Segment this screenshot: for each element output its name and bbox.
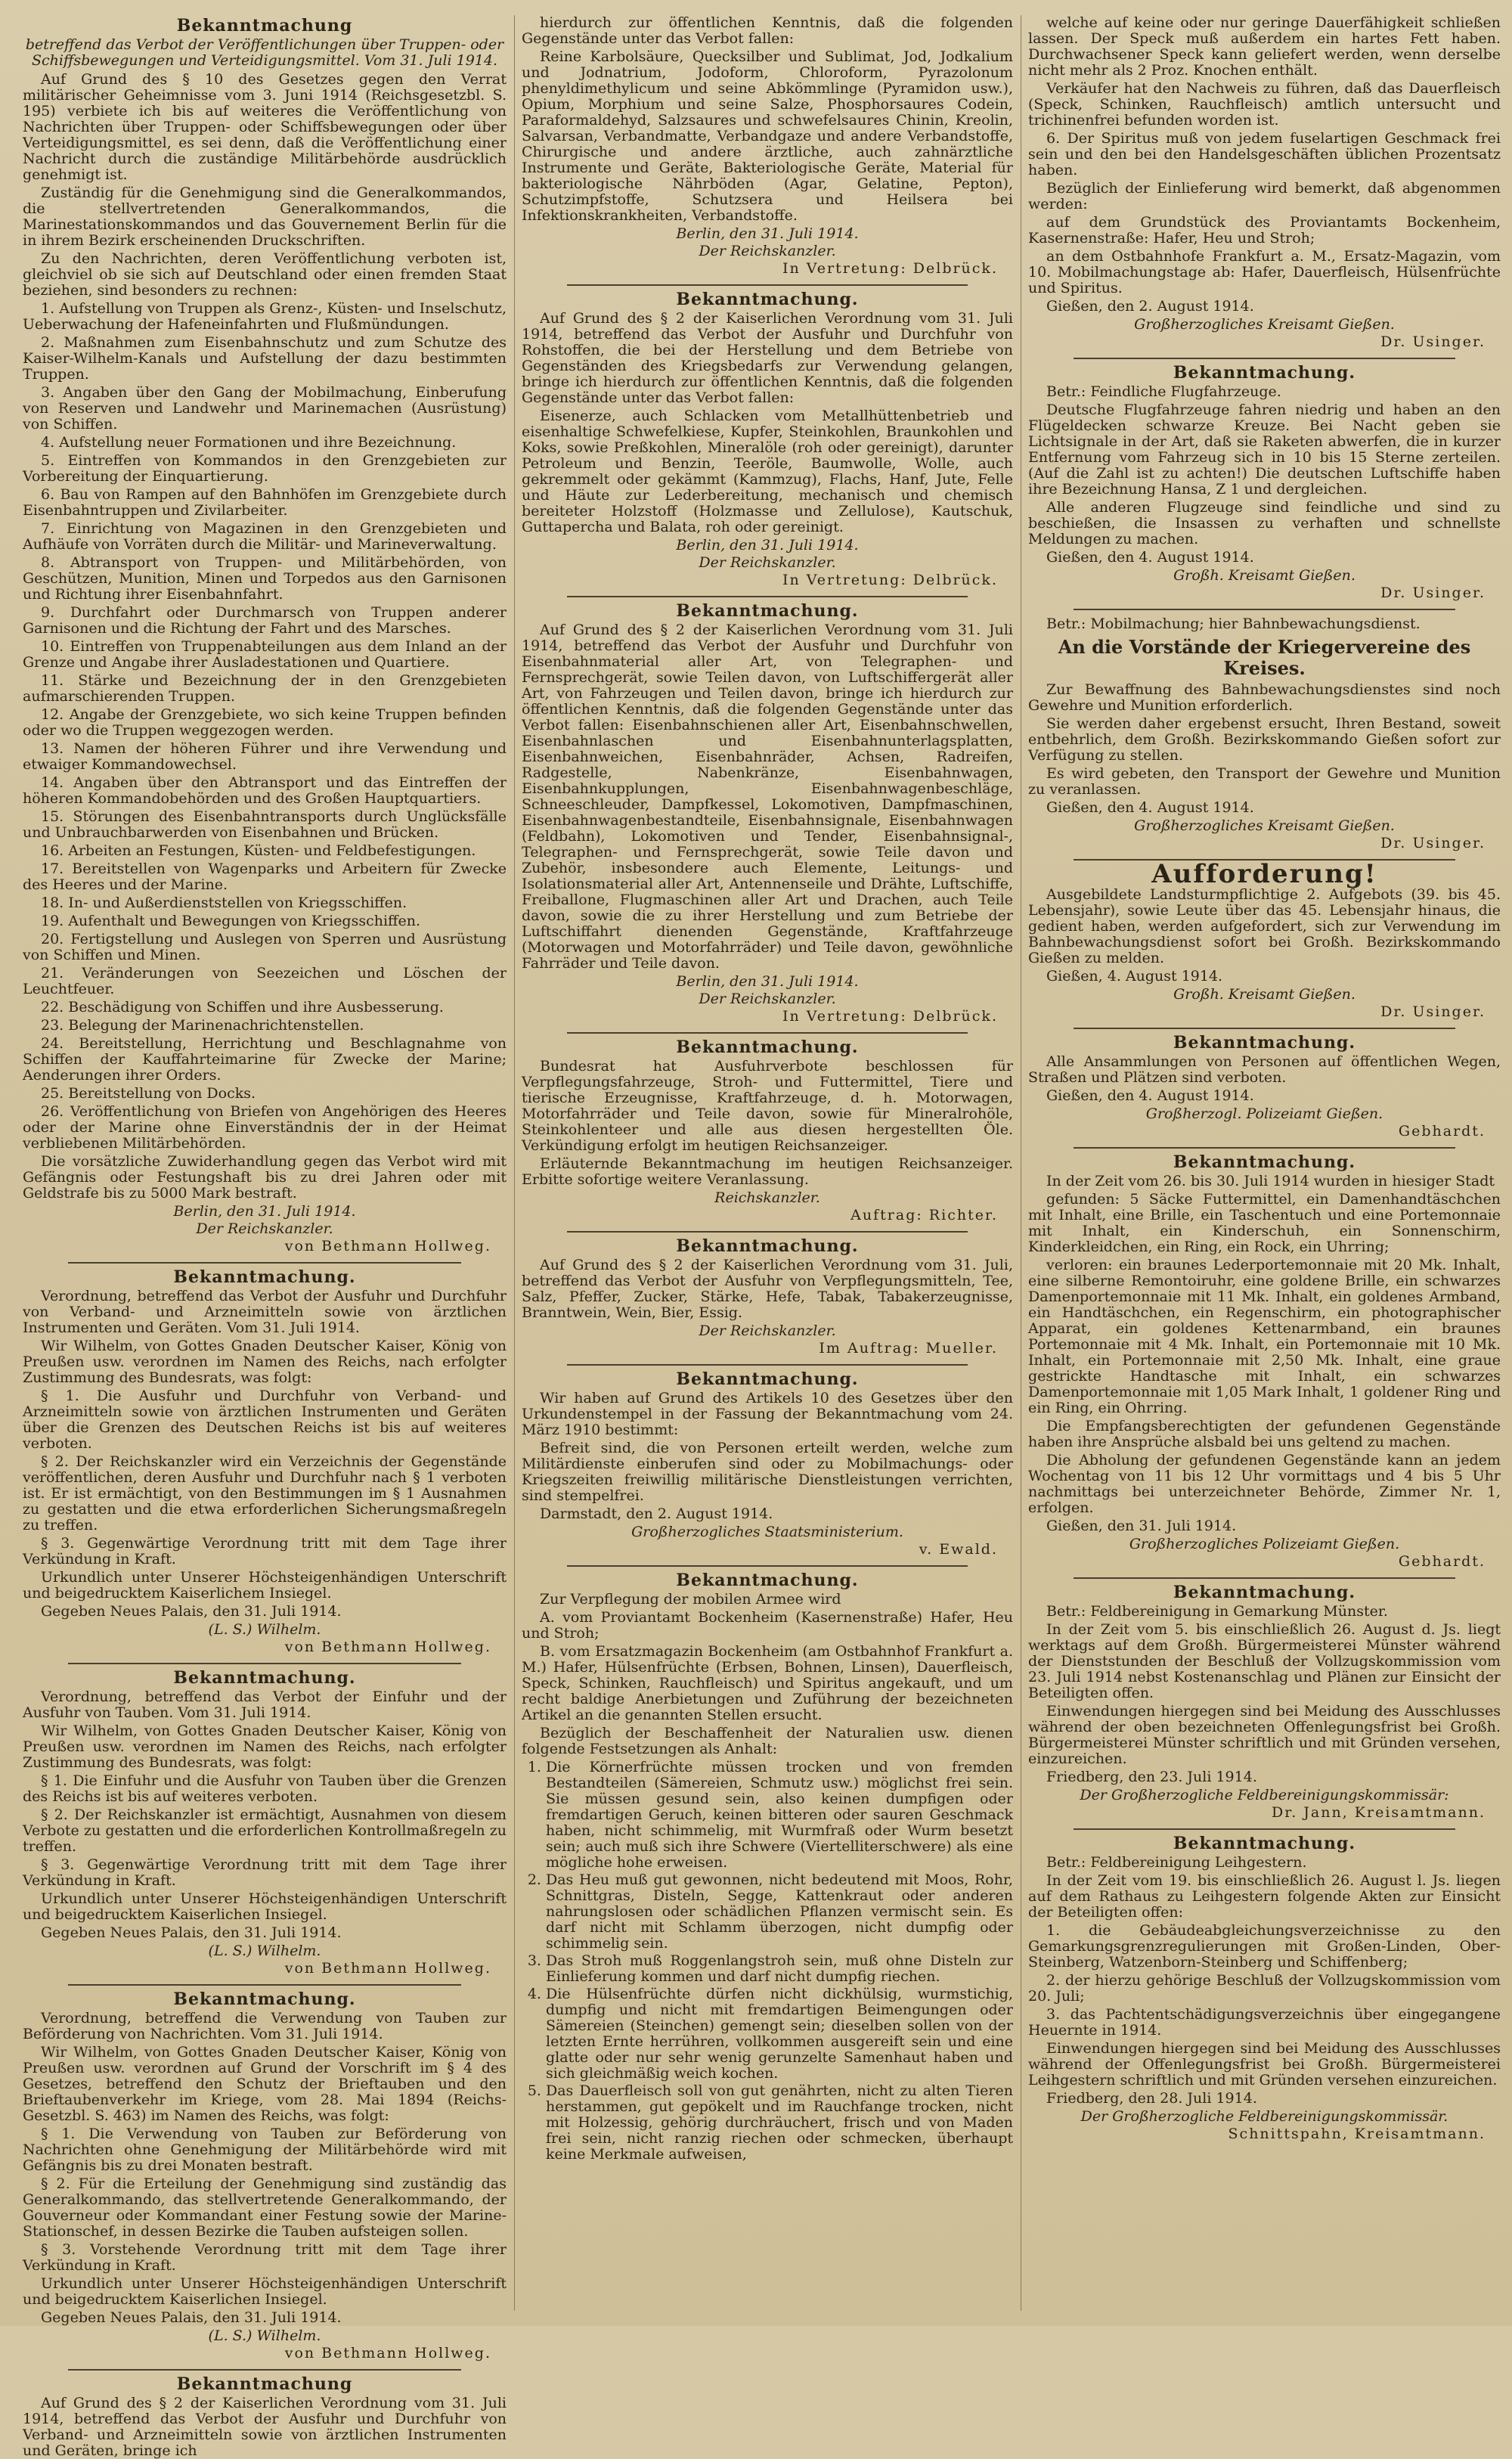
notice-paragraph: Urkundlich unter Unserer Höchsteigenhändigen Unterschrift und beigedrucktem Kaiserlichen Insiegel.: [23, 2275, 507, 2308]
notice-paragraph: Friedberg, den 28. Juli 1914.: [1046, 2090, 1257, 2107]
notice-heading: Bekanntmachung.: [173, 1989, 356, 2009]
notice-paragraph: 4. Aufstellung neuer Formationen und ihre Bezeichnung.: [41, 434, 457, 451]
notice-paragraph: Wir Wilhelm, von Gottes Gnaden Deutscher Kaiser, König von Preußen usw. verordnen im Namen des Reichs, nach erfolgter Zustimmung des Bundesrats, was folgt:: [23, 1338, 507, 1386]
notice-signature: Großherzogl. Polizeiamt Gießen.: [1145, 1105, 1383, 1122]
notice-paragraph: Auf Grund des § 2 der Kaiserlichen Verordnung vom 31. Juli 1914, betreffend das Verbot der Ausfuhr und Durchfuhr von Eisenbahnmaterial aller Art, von Telegraphen- und Fernsprechgerät, sowie Teilen davon, von Luftschiffergerät aller Art, von Fahrzeugen und Teilen davon, bringe ich hierdurch zur öffentlichen Kenntnis, daß die folgenden Gegenstände unter das Verbot fallen: Eisenbahnschienen aller Art, Eisenbahnschwellen, Eisenbahnlaschen und Eisenbahnunterlagsplatten, Eisenbahnweichen, Eisenbahnräder, Achsen, Radreifen, Radgestelle, Nabenkränze, Eisenbahnwagen, Eisenbahnkupplungen, Eisenbahnwagenbeschläge, Schneeschleuder, Dampfkessel, Lokomotiven, Dampfmaschinen, Eisenbahnwagenbestandteile, Eisenbahnsignale, Eisenbahnwagen (Feldbahn), Lokomotiven und Tender, Eisenbahnsignal-, Telegraphen- und Fernsprechgerät, sowie Teile davon und Zubehör, insbesondere auch Elemente, Leitungs- und Isolationsmaterial aller Art, Antennenseile und Drähte, Luftschiffe, Freiballone, Flugmaschinen aller Art und Drachen, auch Teile davon, sowie die zu ihrer Herstellung und zum Betriebe der Luftschiffahrt dienenden Gegenstände, Kraftfahrzeuge (Motorwagen und Motorfahrräder) und Teile davon, gewöhnliche Fahrräder und Teile davon.: [522, 622, 1013, 972]
notice-paragraph: 14. Angaben über den Abtransport und das Eintreffen der höheren Kommandobehörden und des Großen Hauptquartiers.: [23, 774, 507, 807]
notice-paragraph: 20. Fertigstellung und Auslegen von Sperren und Ausrüstung von Schiffen und Minen.: [23, 931, 507, 963]
notice-signature: Großherzogliches Kreisamt Gießen.: [1134, 316, 1395, 333]
notice-heading: Bekanntmachung: [176, 16, 353, 36]
notice-separator: [1074, 358, 1455, 359]
notice-article: [1028, 365, 1501, 601]
notice-paragraph: Wir Wilhelm, von Gottes Gnaden Deutscher Kaiser, König von Preußen usw. verordnen im Namen des Reichs, nach erfolgter Zustimmung des Bundesrats, was folgt:: [23, 1723, 507, 1771]
notice-signature: (L. S.) Wilhelm.: [208, 2327, 321, 2344]
notice-paragraph: 3. Angaben über den Gang der Mobilmachung, Einberufung von Reserven und Landwehr und Marinemachen (Ausrüstung) von Schiffen.: [23, 384, 507, 433]
notice-paragraph: Betr.: Feldbereinigung Leihgestern.: [1046, 1854, 1307, 1871]
notice-paragraph: Einwendungen hiergegen sind bei Meidung des Ausschlusses während der Offenlegungsfrist bei Großh. Bürgermeisterei Leihgestern schriftlich und mit Gründen versehen einzureichen.: [1028, 2040, 1501, 2088]
notice-separator: [1074, 1577, 1455, 1579]
notice-paragraph: Auf Grund des § 10 des Gesetzes gegen den Verrat militärischer Geheimnisse vom 3. Juni 1914 (Reichsgesetzbl. S. 195) verbiete ich bis auf weiteres die Veröffentlichung von Nachrichten über Truppen- oder Schiffsbewegungen oder über Verteidigungsmittel, es sei denn, daß die Veröffentlichung einer Nachricht durch die zuständige Militärbehörde ausdrücklich genehmigt ist.: [23, 71, 507, 183]
notice-signature: Großherzogliches Kreisamt Gießen.: [1134, 817, 1395, 834]
notice-separator: [567, 1565, 968, 1567]
notice-separator: [567, 1231, 968, 1233]
notice-paragraph: Gießen, den 4. August 1914.: [1046, 549, 1254, 566]
notice-signature: Berlin, den 31. Juli 1914.: [676, 537, 859, 554]
notice-paragraph: 10. Eintreffen von Truppenabteilungen aus dem Inland an der Grenze und Angabe ihrer Ausladestationen und Quartiere.: [23, 638, 507, 671]
notice-article: [1028, 1152, 1501, 1570]
notice-paragraph: Die Empfangsberechtigten der gefundenen Gegenstände haben ihre Ansprüche alsbald bei uns geltend zu machen.: [1028, 1418, 1501, 1450]
notice-separator: [1074, 1147, 1455, 1149]
notice-paragraph: Friedberg, den 23. Juli 1914.: [1046, 1769, 1257, 1785]
notice-signature: von Bethmann Hollweg.: [284, 1639, 491, 1655]
notice-signature: Großherzogliches Staatsministerium.: [631, 1524, 903, 1540]
notice-paragraph: 12. Angabe der Grenzgebiete, wo sich keine Truppen befinden oder wo die Truppen weggezogen werden.: [23, 706, 507, 739]
notice-article: [1028, 15, 1501, 350]
notice-signature: Der Reichskanzler.: [699, 1323, 836, 1339]
notice-paragraph: 22. Beschädigung von Schiffen und ihre Ausbesserung.: [41, 999, 444, 1016]
notice-paragraph: Verordnung, betreffend das Verbot der Einfuhr und der Ausfuhr von Tauben. Vom 31. Juli 1914.: [23, 1688, 507, 1721]
notice-signature: Schnittspahn, Kreisamtmann.: [1228, 2126, 1486, 2142]
notice-paragraph: Es wird gebeten, den Transport der Gewehre und Munition zu veranlassen.: [1028, 765, 1501, 798]
notice-paragraph: Reine Karbolsäure, Quecksilber und Sublimat, Jod, Jodkalium und Jodnatrium, Jodoform, Chloroform, Pyrazolonum phenyldimethylicum und seine Abkömmlinge (Pyramidon usw.), Opium, Morphium und seine Salze, Phosphorsaures Codein, Paraformaldehyd, Salzsaures und schwefelsaures Chinin, Kreolin, Salvarsan, Verbandmatte, Verbandgaze und andere Verbandstoffe, Chirurgische und andere ärztliche, auch zahnärztliche Instrumente und Geräte, Bakteriologische Geräte, Material für bakteriologische Nährböden (Agar, Gelatine, Pepton), Schutzimpfstoffe, Schutzsera und Heilsera bei Infektionskrankheiten, Verbandstoffe.: [522, 48, 1013, 224]
notice-paragraph: Sie werden daher ergebenst ersucht, Ihren Bestand, soweit entbehrlich, dem Großh. Bezirkskommando Gießen sofort zur Verfügung zu stellen.: [1028, 715, 1501, 764]
notice-paragraph: 18. In- und Außerdienststellen von Kriegsschiffen.: [41, 895, 407, 911]
notice-paragraph: In der Zeit vom 5. bis einschließlich 26. August d. Js. liegt werktags auf dem Großh. Bürgermeisterei Münster während der Dienststunden der Beschluß der Vollzugskommission vom 23. Juli 1914 nebst Kostenanschlag und Plänen zur Einsicht der Beteiligten offen.: [1028, 1621, 1501, 1701]
notice-signature: Dr. Usinger.: [1380, 585, 1486, 601]
notice-paragraph: Zuständig für die Genehmigung sind die Generalkommandos, die stellvertretenden Generalkommandos, die Marinestationskommandos und das Gouvernement Berlin für die in ihrem Bezirk erscheinenden Druckschriften.: [23, 185, 507, 249]
notice-paragraph: Gießen, den 4. August 1914.: [1046, 1087, 1254, 1104]
notice-separator: [1074, 1828, 1455, 1830]
notice-article: [1028, 1836, 1501, 2142]
notice-signature: von Bethmann Hollweg.: [284, 1960, 491, 1977]
notice-heading: Bekanntmachung.: [676, 290, 859, 309]
notice-subtitle: betreffend das Verbot der Veröffentlichungen über Truppen- oder Schiffsbewegungen und Verteidigungsmittel. Vom 31. Juli 1914.: [25, 36, 504, 69]
notice-list: [522, 1760, 1013, 2163]
notice-paragraph: Deutsche Flugfahrzeuge fahren niedrig und haben an den Flügeldecken schwarze Kreuze. Bei Nacht geben sie Lichtsignale in der Art, daß sie Raketen abwerfen, die in kurzer Entfernung vom Fahrzeug sich in 10 bis 15 Sterne zerteilen. (Auf die Zahl ist zu achten!) Die deutschen Luftschiffe haben ihre Bezeichnung Hansa, Z 1 und dergleichen.: [1028, 402, 1501, 498]
notice-paragraph: welche auf keine oder nur geringe Dauerfähigkeit schließen lassen. Der Speck muß außerdem ein hartes Fett haben. Durchwachsener Speck kann geliefert werden, wenn derselbe nicht mehr als 2 Proz. Knochen enthält.: [1028, 14, 1501, 79]
notice-paragraph: Befreit sind, die von Personen erteilt werden, welche zum Militärdienste einberufen sind oder zu Mobilmachungs- oder Kriegszeiten freiwillig militärische Dienstleistungen verrichten, sind stempelfrei.: [522, 1440, 1013, 1504]
notice-heading: Bekanntmachung.: [173, 1267, 356, 1287]
notice-paragraph: Gießen, den 4. August 1914.: [1046, 799, 1254, 816]
notice-paragraph: 1. die Gebäudeabgleichungsverzeichnisse zu den Gemarkungsgrenzregulierungen mit Großen-Linden, Ober-Steinberg, Watzenborn-Steinberg und Schiffenberg;: [1028, 1922, 1501, 1971]
notice-signature: (L. S.) Wilhelm.: [208, 1621, 321, 1638]
notice-signature: (L. S.) Wilhelm.: [208, 1943, 321, 1959]
notice-separator: [68, 2369, 461, 2371]
notice-paragraph: Bundesrat hat Ausfuhrverbote beschlossen für Verpflegungsfahrzeuge, Stroh- und Futtermittel, Tiere und tierische Erzeugnisse, Kraftfahrzeuge, d. h. Motorwagen, Motorfahrräder und Teile davon, sowie für Mineralrohöle, Steinkohlenteer und alle aus diesen hergestellten Öle. Verkündigung erfolgt im heutigen Reichsanzeiger.: [522, 1058, 1013, 1154]
notice-paragraph: Gegeben Neues Palais, den 31. Juli 1914.: [41, 2309, 342, 2326]
notice-signature: Berlin, den 31. Juli 1914.: [676, 225, 859, 242]
notice-heading: Bekanntmachung.: [1173, 1033, 1356, 1053]
notice-paragraph: 16. Arbeiten an Festungen, Küsten- und Feldbefestigungen.: [41, 842, 476, 859]
notice-paragraph: § 2. Für die Erteilung der Genehmigung sind zuständig das Generalkommando, das stellvertretende Generalkommando, der Gouverneur oder Kommandant einer Festung sowie der Marine-Stationschef, in dessen Bezirke die Tauben aufsteigen sollen.: [23, 2175, 507, 2240]
notice-article: [522, 1573, 1013, 2163]
notice-signature: Gebhardt.: [1398, 1123, 1486, 1140]
notice-paragraph: Die Abholung der gefundenen Gegenstände kann an jedem Wochentag von 11 bis 12 Uhr vormittags und 4 bis 5 Uhr nachmittags bei unterzeichneter Behörde, Zimmer Nr. 1, erfolgen.: [1028, 1452, 1501, 1516]
notice-signature: Der Reichskanzler.: [699, 991, 836, 1007]
notice-paragraph: § 3. Gegenwärtige Verordnung tritt mit dem Tage ihrer Verkündung in Kraft.: [23, 1856, 507, 1889]
notice-paragraph: Zur Bewaffnung des Bahnbewachungsdienstes sind noch Gewehre und Munition erforderlich.: [1028, 681, 1501, 714]
notice-paragraph: Die vorsätzliche Zuwiderhandlung gegen das Verbot wird mit Gefängnis oder Festungshaft bis zu drei Jahren oder mit Geldstrafe bis zu 5000 Mark bestraft.: [23, 1153, 507, 1202]
notice-paragraph: § 3. Vorstehende Verordnung tritt mit dem Tage ihrer Verkündung in Kraft.: [23, 2241, 507, 2274]
notice-signature: In Vertretung: Delbrück.: [782, 1008, 998, 1025]
notice-signature: Der Reichskanzler.: [699, 243, 836, 259]
notice-article: [23, 1267, 507, 1655]
notice-separator: [68, 1663, 461, 1664]
notice-paragraph: 2. der hierzu gehörige Beschluß der Vollzugskommission vom 20. Juli;: [1028, 1972, 1501, 2005]
notice-signature: Großh. Kreisamt Gießen.: [1173, 986, 1356, 1003]
notice-signature: In Vertretung: Delbrück.: [782, 260, 998, 277]
column-middle: [522, 15, 1013, 2311]
notice-signature: Großherzogliches Polizeiamt Gießen.: [1129, 1536, 1400, 1552]
notice-paragraph: 19. Aufenthalt und Bewegungen von Kriegsschiffen.: [41, 913, 421, 929]
notice-article: [522, 1236, 1013, 1357]
notice-signature: v. Ewald.: [919, 1541, 998, 1558]
notice-article: [522, 1369, 1013, 1558]
notice-paragraph: Bezüglich der Einlieferung wird bemerkt, daß abgenommen werden:: [1028, 180, 1501, 212]
notice-paragraph: § 2. Der Reichskanzler ist ermächtigt, Ausnahmen von diesem Verbote zu gestatten und die erforderlichen Kontrollmaßregeln zu treffen.: [23, 1806, 507, 1855]
notice-signature: Der Großherzogliche Feldbereinigungskommissär.: [1080, 2108, 1448, 2125]
notice-paragraph: Gießen, den 2. August 1914.: [1046, 298, 1254, 315]
notice-paragraph: 26. Veröffentlichung von Briefen von Angehörigen des Heeres oder der Marine ohne Einverständnis der in der Heimat verbliebenen Militärbehörden.: [23, 1103, 507, 1152]
notice-paragraph: 1. Aufstellung von Truppen als Grenz-, Küsten- und Inselschutz, Ueberwachung der Hafeneinfahrten und Flußmündungen.: [23, 300, 507, 333]
notice-paragraph: 6. Bau von Rampen auf den Bahnhöfen im Grenzgebiete durch Eisenbahntruppen und Zivilarbeiter.: [23, 486, 507, 519]
notice-paragraph: A. vom Proviantamt Bockenheim (Kasernenstraße) Hafer, Heu und Stroh;: [522, 1609, 1013, 1642]
notice-paragraph: B. vom Ersatzmagazin Bockenheim (am Ostbahnhof Frankfurt a. M.) Hafer, Hülsenfrüchte (Erbsen, Bohnen, Linsen), Dauerfleisch, Speck, Schinken, Rauchfleisch) und Spiritus angekauft, und um recht baldige Anerbietungen und Zuführung der bezeichneten Artikel an die genannten Stellen ersucht.: [522, 1643, 1013, 1723]
notice-paragraph: § 3. Gegenwärtige Verordnung tritt mit dem Tage ihrer Verkündung in Kraft.: [23, 1535, 507, 1567]
notice-signature: von Bethmann Hollweg.: [284, 1238, 491, 1254]
notice-list-item: 4. Die Hülsenfrüchte dürfen nicht dickhülsig, wurmstichig, dumpfig und nicht mit fremdartigen Beimengungen oder Sämereien (Steinchen) gemengt sein; dieselben sollen von der letzten Ernte herrühren, vollkommen ausgereift sein und eine glatte oder nur sehr wenig gerunzelte Samenhaut haben und sich gleichmäßig weich kochen.: [546, 1986, 1013, 2082]
notice-article: [522, 603, 1013, 1025]
notice-paragraph: Betr.: Mobilmachung; hier Bahnbewachungsdienst.: [1046, 616, 1421, 632]
notice-signature: Gebhardt.: [1398, 1553, 1486, 1570]
notice-article: [522, 292, 1013, 588]
column-left: [23, 15, 507, 2459]
notice-paragraph: 2. Maßnahmen zum Eisenbahnschutz und zum Schutze des Kaiser-Wilhelm-Kanals und Aufstellung der dazu bestimmten Truppen.: [23, 334, 507, 383]
notice-separator: [567, 1032, 968, 1034]
notice-separator: [68, 1984, 461, 1986]
notice-heading: Bekanntmachung.: [1173, 1834, 1356, 1853]
notice-paragraph: 8. Abtransport von Truppen- und Militärbehörden, von Geschützen, Munition, Minen und Torpedos aus den Garnisonen und Richtung ihrer Eisenbahnfahrt.: [23, 554, 507, 603]
notice-signature: Berlin, den 31. Juli 1914.: [173, 1203, 356, 1220]
notice-article: [1028, 1035, 1501, 1140]
notice-article: [1028, 1585, 1501, 1821]
notice-paragraph: Ausgebildete Landsturmpflichtige 2. Aufgebots (39. bis 45. Lebensjahr), sowie Leute über das 45. Lebensjahr hinaus, die gedient haben, werden aufgefordert, sich zur Verwendung im Bahnbewachungsdienst sofort bei Großh. Bezirkskommando Gießen zu melden.: [1028, 886, 1501, 966]
notice-paragraph: § 1. Die Verwendung von Tauben zur Beförderung von Nachrichten ohne Genehmigung der Militärbehörde wird mit Gefängnis bis zu drei Monaten bestraft.: [23, 2126, 507, 2174]
notice-separator: [567, 1364, 968, 1366]
notice-paragraph: 23. Belegung der Marinenachrichtenstellen.: [41, 1017, 364, 1034]
notice-article: [23, 18, 507, 1254]
notice-separator: [1074, 1028, 1455, 1029]
notice-separator: [68, 1262, 461, 1264]
notice-paragraph: § 1. Die Ausfuhr und Durchfuhr von Verband- und Arzneimitteln sowie von ärztlichen Instrumenten und Geräten über die Grenzen des Deutschen Reichs ist bis auf weiteres verboten.: [23, 1388, 507, 1452]
notice-paragraph: auf dem Grundstück des Proviantamts Bockenheim, Kasernenstraße: Hafer, Heu und Stroh;: [1028, 214, 1501, 247]
notice-heading: Bekanntmachung.: [1173, 363, 1356, 383]
notice-paragraph: Verkäufer hat den Nachweis zu führen, daß das Dauerfleisch (Speck, Schinken, Rauchfleisch) amtlich untersucht und trichinenfrei befunden worden ist.: [1028, 80, 1501, 129]
notice-paragraph: 9. Durchfahrt oder Durchmarsch von Truppen anderer Garnisonen und die Richtung der Fahrt und des Marsches.: [23, 604, 507, 637]
notice-separator: [1074, 609, 1455, 610]
notice-paragraph: Gießen, den 31. Juli 1914.: [1046, 1518, 1237, 1534]
notice-paragraph: Gegeben Neues Palais, den 31. Juli 1914.: [41, 1603, 342, 1620]
notice-signature: Berlin, den 31. Juli 1914.: [676, 973, 859, 990]
notice-paragraph: § 1. Die Einfuhr und die Ausfuhr von Tauben über die Grenzen des Reichs ist bis auf weiteres verboten.: [23, 1772, 507, 1805]
notice-signature: Dr. Usinger.: [1380, 333, 1486, 350]
notice-article: [23, 1989, 507, 2361]
notice-paragraph: Darmstadt, den 2. August 1914.: [540, 1505, 773, 1522]
column-right: [1028, 15, 1501, 2311]
notice-paragraph: Urkundlich unter Unserer Höchsteigenhändigen Unterschrift und beigedrucktem Kaiserlichen Insiegel.: [23, 1890, 507, 1923]
notice-paragraph: 25. Bereitstellung von Docks.: [41, 1085, 256, 1102]
notice-paragraph: 24. Bereitstellung, Herrichtung und Beschlagnahme von Schiffen der Kauffahrteimarine für Zwecke der Marine; Aenderungen ihrer Orders.: [23, 1035, 507, 1084]
notice-paragraph: In der Zeit vom 26. bis 30. Juli 1914 wurden in hiesiger Stadt: [1046, 1173, 1495, 1189]
notice-paragraph: 11. Stärke und Bezeichnung der in den Grenzgebieten aufmarschierenden Truppen.: [23, 672, 507, 705]
notice-paragraph: Betr.: Feldbereinigung in Gemarkung Münster.: [1046, 1603, 1388, 1620]
notice-signature: Der Reichskanzler.: [699, 554, 836, 571]
notice-signature: Dr. Jann, Kreisamtmann.: [1272, 1804, 1486, 1821]
notice-paragraph: 13. Namen der höheren Führer und ihre Verwendung und etwaiger Kommandowechsel.: [23, 740, 507, 773]
notice-signature: Großh. Kreisamt Gießen.: [1173, 567, 1356, 584]
notice-paragraph: Auf Grund des § 2 der Kaiserlichen Verordnung vom 31. Juli 1914, betreffend das Verbot der Ausfuhr und Durchfuhr von Verband- und Arzneimitteln sowie von ärztlichen Instrumenten und Geräten, bringe ich: [23, 2395, 507, 2459]
notice-paragraph: gefunden: 5 Säcke Futtermittel, ein Damenhandtäschchen mit Inhalt, eine Brille, ein Taschentuch und eine Portemonnaie mit Inhalt, ein Kinderschuh, ein Sonnenschirm, Kinderkleidchen, ein Ring, ein Rock, ein Uhrring;: [1028, 1191, 1501, 1255]
notice-paragraph: Wir Wilhelm, von Gottes Gnaden Deutscher Kaiser, König von Preußen usw. verordnen auf Grund der Vorschrift im § 4 des Gesetzes, betreffend den Schutz der Brieftauben und den Brieftaubenverkehr im Kriege, vom 28. Mai 1894 (Reichs-Gesetzbl. S. 463) im Namen des Reichs, was folgt:: [23, 2044, 507, 2124]
notice-separator: [567, 596, 968, 597]
notice-paragraph: verloren: ein braunes Lederportemonnaie mit 20 Mk. Inhalt, eine silberne Remontoiruhr, eine goldene Brille, ein schwarzes Damenportemonnaie mit 11 Mk. Inhalt, ein goldenes Armband, ein Handtäschchen, ein Regenschirm, ein photographischer Apparat, ein goldenes Kettenarmband, ein braunes Portemonnaie mit 4 Mk. Inhalt, ein Portemonnaie mit 10 Mk. Inhalt, ein Portemonnaie mit 2,50 Mk. Inhalt, eine graue gestrickte Handtasche mit Inhalt, ein schwarzes Damenportemonnaie mit 1,05 Mark Inhalt, 1 goldener Ring und ein Ring, ein Ohrring.: [1028, 1257, 1501, 1416]
notice-heading: Bekanntmachung.: [676, 1369, 859, 1389]
notice-signature: Reichskanzler.: [714, 1189, 820, 1206]
notice-heading: Bekanntmachung.: [1173, 1583, 1356, 1602]
notice-signature: Der Reichskanzler.: [196, 1220, 333, 1237]
notice-paragraph: hierdurch zur öffentlichen Kenntnis, daß die folgenden Gegenstände unter das Verbot fallen:: [522, 14, 1013, 47]
notice-signature: von Bethmann Hollweg.: [284, 2345, 491, 2361]
notice-paragraph: Verordnung, betreffend die Verwendung von Tauben zur Beförderung von Nachrichten. Vom 31. Juli 1914.: [23, 2010, 507, 2042]
notice-signature: In Vertretung: Delbrück.: [782, 572, 998, 588]
notice-paragraph: Zur Verpflegung der mobilen Armee wird: [540, 1591, 841, 1608]
notice-paragraph: 21. Veränderungen von Seezeichen und Löschen der Leuchtfeuer.: [23, 965, 507, 997]
notice-article: [1028, 859, 1501, 1020]
notice-paragraph: Alle anderen Flugzeuge sind feindliche und sind zu beschießen, die Insassen zu verhaften und schnellste Meldungen zu machen.: [1028, 499, 1501, 547]
notice-paragraph: Bezüglich der Beschaffenheit der Naturalien usw. dienen folgende Festsetzungen als Anhalt:: [522, 1725, 1013, 1757]
notice-paragraph: Alle Ansammlungen von Personen auf öffentlichen Wegen, Straßen und Plätzen sind verboten.: [1028, 1053, 1501, 1086]
notice-heading: Bekanntmachung.: [676, 1236, 859, 1256]
notice-signature: Im Auftrag: Mueller.: [819, 1340, 998, 1357]
notice-signature: Dr. Usinger.: [1380, 835, 1486, 851]
notice-paragraph: 17. Bereitstellen von Wagenparks und Arbeitern für Zwecke des Heeres und der Marine.: [23, 860, 507, 893]
notice-signature: Dr. Usinger.: [1380, 1003, 1486, 1020]
notice-list-item: 1. Die Körnerfrüchte müssen trocken und von fremden Bestandteilen (Sämereien, Schmutz usw.) möglichst frei sein. Sie müssen gesund sein, also keinen dumpfigen oder fremdartigen Geruch, keinen bitteren oder sauren Geschmack haben, nicht schimmelig, mit Wurmfraß oder Wurm besetzt sein; auch muß sich ihre Schwere (Viertelliterschwere) als eine mögliche hohe erweisen.: [546, 1760, 1013, 1871]
notice-paragraph: 7. Einrichtung von Magazinen in den Grenzgebieten und Aufhäufe von Vorräten durch die Militär- und Marineverwaltung.: [23, 520, 507, 553]
notice-paragraph: Zu den Nachrichten, deren Veröffentlichung verboten ist, gleichviel ob sie sich auf Deutschland oder einen fremden Staat beziehen, sind besonders zu rechnen:: [23, 250, 507, 299]
notice-article: [23, 1670, 507, 1977]
notice-paragraph: In der Zeit vom 19. bis einschließlich 26. August l. Js. liegen auf dem Rathaus zu Leihgestern folgende Akten zur Einsicht der Beteiligten offen:: [1028, 1872, 1501, 1921]
notice-paragraph: Wir haben auf Grund des Artikels 10 des Gesetzes über den Urkundenstempel in der Fassung der Bekanntmachung vom 24. März 1910 bestimmt:: [522, 1390, 1013, 1438]
notice-article: [522, 1037, 1013, 1223]
notice-paragraph: Gießen, 4. August 1914.: [1046, 968, 1223, 985]
notice-paragraph: 5. Eintreffen von Kommandos in den Grenzgebieten zur Vorbereitung der Einquartierung.: [23, 452, 507, 485]
notice-paragraph: 15. Störungen des Eisenbahntransports durch Unglücksfälle und Unbrauchbarwerden von Eisenbahnen und Brücken.: [23, 808, 507, 841]
notice-paragraph: Gegeben Neues Palais, den 31. Juli 1914.: [41, 1924, 342, 1941]
notice-paragraph: Urkundlich unter Unserer Höchsteigenhändigen Unterschrift und beigedrucktem Kaiserlichem Insiegel.: [23, 1569, 507, 1602]
notice-heading: Bekanntmachung.: [676, 1571, 859, 1590]
notice-paragraph: Erläuternde Bekanntmachung im heutigen Reichsanzeiger. Erbitte sofortige weitere Veranlassung.: [522, 1155, 1013, 1188]
notice-paragraph: § 2. Der Reichskanzler wird ein Verzeichnis der Gegenstände veröffentlichen, deren Ausfuhr und Durchfuhr nach § 1 verboten ist. Er ist ermächtigt, von den Bestimmungen im § 1 Ausnahmen zu gestatten und die etwa erforderlichen Sicherungsmaßregeln zu treffen.: [23, 1453, 507, 1533]
notice-paragraph: Verordnung, betreffend das Verbot der Ausfuhr und Durchfuhr von Verband- und Arzneimitteln sowie von ärztlichen Instrumenten und Geräten. Vom 31. Juli 1914.: [23, 1288, 507, 1336]
notice-list-item: 3. Das Stroh muß Roggenlangstroh sein, muß ohne Disteln zur Einlieferung kommen und darf nicht dumpfig riechen.: [546, 1953, 1013, 1985]
notice-heading: Bekanntmachung: [176, 2374, 353, 2394]
notice-heading: Bekanntmachung.: [676, 1037, 859, 1057]
notice-article: [23, 2374, 507, 2459]
notice-separator: [567, 284, 968, 286]
notice-heading: Bekanntmachung.: [676, 601, 859, 621]
notice-heading: Bekanntmachung.: [1173, 1152, 1356, 1172]
column-rule: [514, 15, 515, 2311]
notice-paragraph: Eisenerze, auch Schlacken vom Metallhüttenbetrieb und eisenhaltige Schwefelkiese, Kupfer, Steinkohlen, Braunkohlen und Koks, sowie Preßkohlen, Mineralöle (roh oder gereinigt), darunter Petroleum und Benzin, Teeröle, Baumwolle, Wolle, auch gekremmelt oder gekämmt (Kammzug), Flachs, Hanf, Jute, Felle und Häute zur Lederbereitung, mechanisch und chemisch bereiteter Holzstoff (Holzmasse und Zellulose), Kautschuk, Guttapercha und Balata, roh oder gereinigt.: [522, 408, 1013, 535]
notice-paragraph: Auf Grund des § 2 der Kaiserlichen Verordnung vom 31. Juli, betreffend das Verbot der Ausfuhr von Verpflegungsmitteln, Tee, Salz, Pfeffer, Zucker, Stärke, Hefe, Tabak, Tabakerzeugnisse, Branntwein, Wein, Bier, Essig.: [522, 1257, 1013, 1321]
notice-paragraph: Einwendungen hiergegen sind bei Meidung des Ausschlusses während der oben bezeichneten Offenlegungsfrist bei Großh. Bürgermeisterei Münster schriftlich und mit Gründen versehen, einzureichen.: [1028, 1703, 1501, 1767]
notice-paragraph: 3. das Pachtentschädigungsverzeichnis über eingegangene Heuernte in 1914.: [1028, 2006, 1501, 2039]
notice-list-item: 5. Das Dauerfleisch soll von gut genährten, nicht zu alten Tieren herstammen, gut gepökelt und im Rauchfange trocken, nicht mit Holzessig, gehörig durchräuchert, frisch und von Maden frei sein, nicht ranzig riechen oder schmecken, überhaupt keine Merkmale aufweisen,: [546, 2083, 1013, 2163]
notice-article: [1028, 616, 1501, 851]
notice-title-large: An die Vorstände der Kriegervereine des Kreises.: [1058, 636, 1471, 679]
notice-signature: Auftrag: Richter.: [850, 1207, 998, 1223]
notice-paragraph: Auf Grund des § 2 der Kaiserlichen Verordnung vom 31. Juli 1914, betreffend das Verbot der Ausfuhr und Durchfuhr von Rohstoffen, die bei der Herstellung und dem Betriebe von Gegenständen des Kriegsbedarfs zur Verwendung gelangen, bringe ich hierdurch zur öffentlichen Kenntnis, daß die folgenden Gegenstände unter das Verbot fallen:: [522, 310, 1013, 406]
notice-heading-large: Aufforderung!: [1151, 859, 1377, 889]
notice-article: [522, 15, 1013, 277]
notice-paragraph: an dem Ostbahnhofe Frankfurt a. M., Ersatz-Magazin, vom 10. Mobilmachungstage ab: Hafer, Dauerfleisch, Hülsenfrüchte und Spiritus.: [1028, 248, 1501, 296]
notice-paragraph: Betr.: Feindliche Flugfahrzeuge.: [1046, 383, 1281, 400]
notice-list-item: 2. Das Heu muß gut gewonnen, nicht bedeutend mit Moos, Rohr, Schnittgras, Disteln, Segge, Kattenkraut oder anderen nahrungslosen oder schädlichen Pflanzen vermischt sein. Es darf nicht mit Schlamm überzogen, nicht dumpfig oder schimmelig sein.: [546, 1872, 1013, 1952]
notice-heading: Bekanntmachung.: [173, 1668, 356, 1688]
notice-paragraph: 6. Der Spiritus muß von jedem fuselartigen Geschmack frei sein und den bei den Handelsgeschäften üblichen Prozentsatz haben.: [1028, 130, 1501, 178]
notice-signature: Der Großherzogliche Feldbereinigungskommissär:: [1080, 1787, 1449, 1803]
